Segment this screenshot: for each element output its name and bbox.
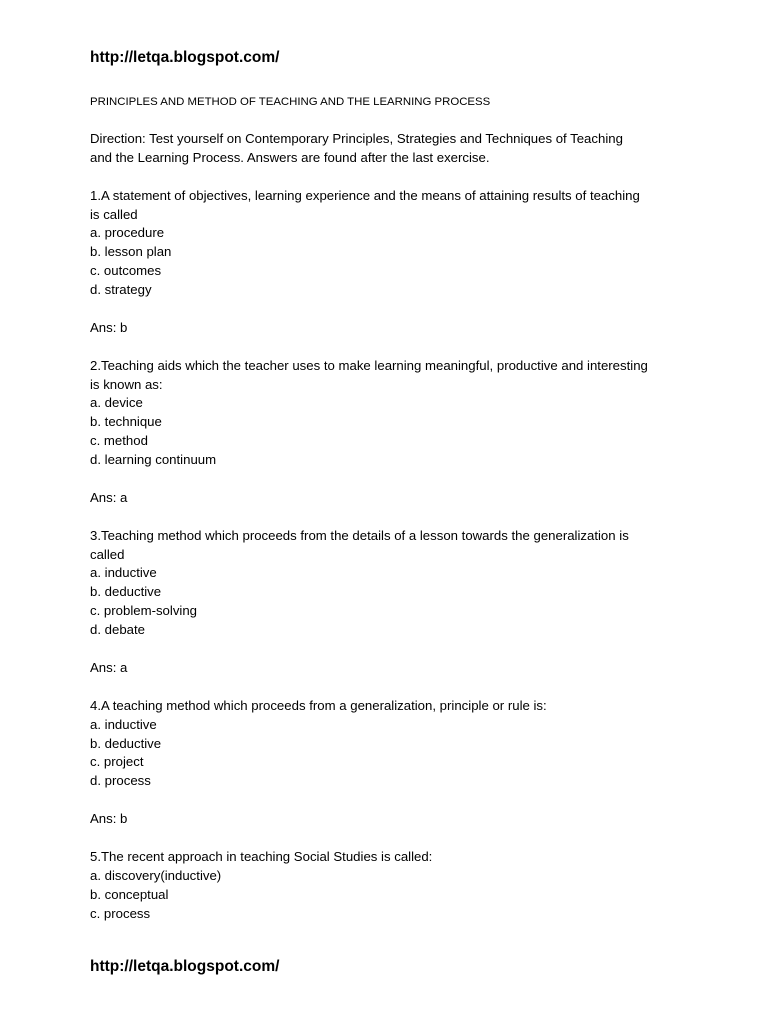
- option-item: a. inductive: [90, 716, 157, 732]
- option-item: b. technique: [90, 414, 162, 430]
- answer-line: Ans: a: [90, 659, 128, 675]
- option-item: a. discovery(inductive): [90, 867, 222, 883]
- direction-line-2: and the Learning Process. Answers are found after the last exercise.: [90, 149, 490, 165]
- header-url[interactable]: http://letqa.blogspot.com/: [90, 49, 280, 66]
- question-5: [90, 848, 690, 924]
- question-stem: 4.A teaching method which proceeds from a generalization, principle or rule is:: [90, 697, 547, 713]
- footer-url[interactable]: http://letqa.blogspot.com/: [90, 958, 280, 975]
- document-title: PRINCIPLES AND METHOD OF TEACHING AND THE LEARNING PROCESS: [90, 96, 491, 108]
- question-2: [90, 357, 690, 527]
- option-item: b. conceptual: [90, 886, 169, 902]
- question-4: [90, 697, 690, 848]
- option-item: a. device: [90, 395, 143, 411]
- option-item: c. process: [90, 905, 151, 921]
- option-item: a. procedure: [90, 225, 165, 241]
- question-stem: 5.The recent approach in teaching Social Studies is called:: [90, 848, 433, 864]
- option-item: d. process: [90, 773, 151, 789]
- option-item: c. method: [90, 433, 148, 449]
- question-stem: 1.A statement of objectives, learning experience and the means of attaining results of teaching: [90, 187, 640, 203]
- answer-line: Ans: b: [90, 811, 128, 827]
- question-1: [90, 187, 690, 357]
- option-item: b. deductive: [90, 735, 162, 751]
- option-item: c. problem-solving: [90, 603, 198, 619]
- option-item: a. inductive: [90, 565, 157, 581]
- document-body: [90, 130, 690, 923]
- question-3: [90, 527, 690, 697]
- question-stem: 3.Teaching method which proceeds from the details of a lesson towards the generalization is: [90, 527, 629, 543]
- option-item: d. learning continuum: [90, 452, 217, 468]
- question-stem: called: [90, 546, 125, 562]
- option-item: c. outcomes: [90, 263, 162, 279]
- question-stem: is known as:: [90, 376, 163, 392]
- option-item: d. strategy: [90, 282, 152, 298]
- option-item: c. project: [90, 754, 144, 770]
- answer-line: Ans: b: [90, 319, 128, 335]
- option-item: b. deductive: [90, 584, 162, 600]
- option-item: b. lesson plan: [90, 244, 172, 260]
- question-stem: is called: [90, 206, 138, 222]
- option-item: d. debate: [90, 622, 145, 638]
- answer-line: Ans: a: [90, 489, 128, 505]
- direction-line-1: Direction: Test yourself on Contemporary Principles, Strategies and Techniques of Teaching: [90, 131, 623, 146]
- question-stem: 2.Teaching aids which the teacher uses to make learning meaningful, productive and interesting: [90, 357, 648, 373]
